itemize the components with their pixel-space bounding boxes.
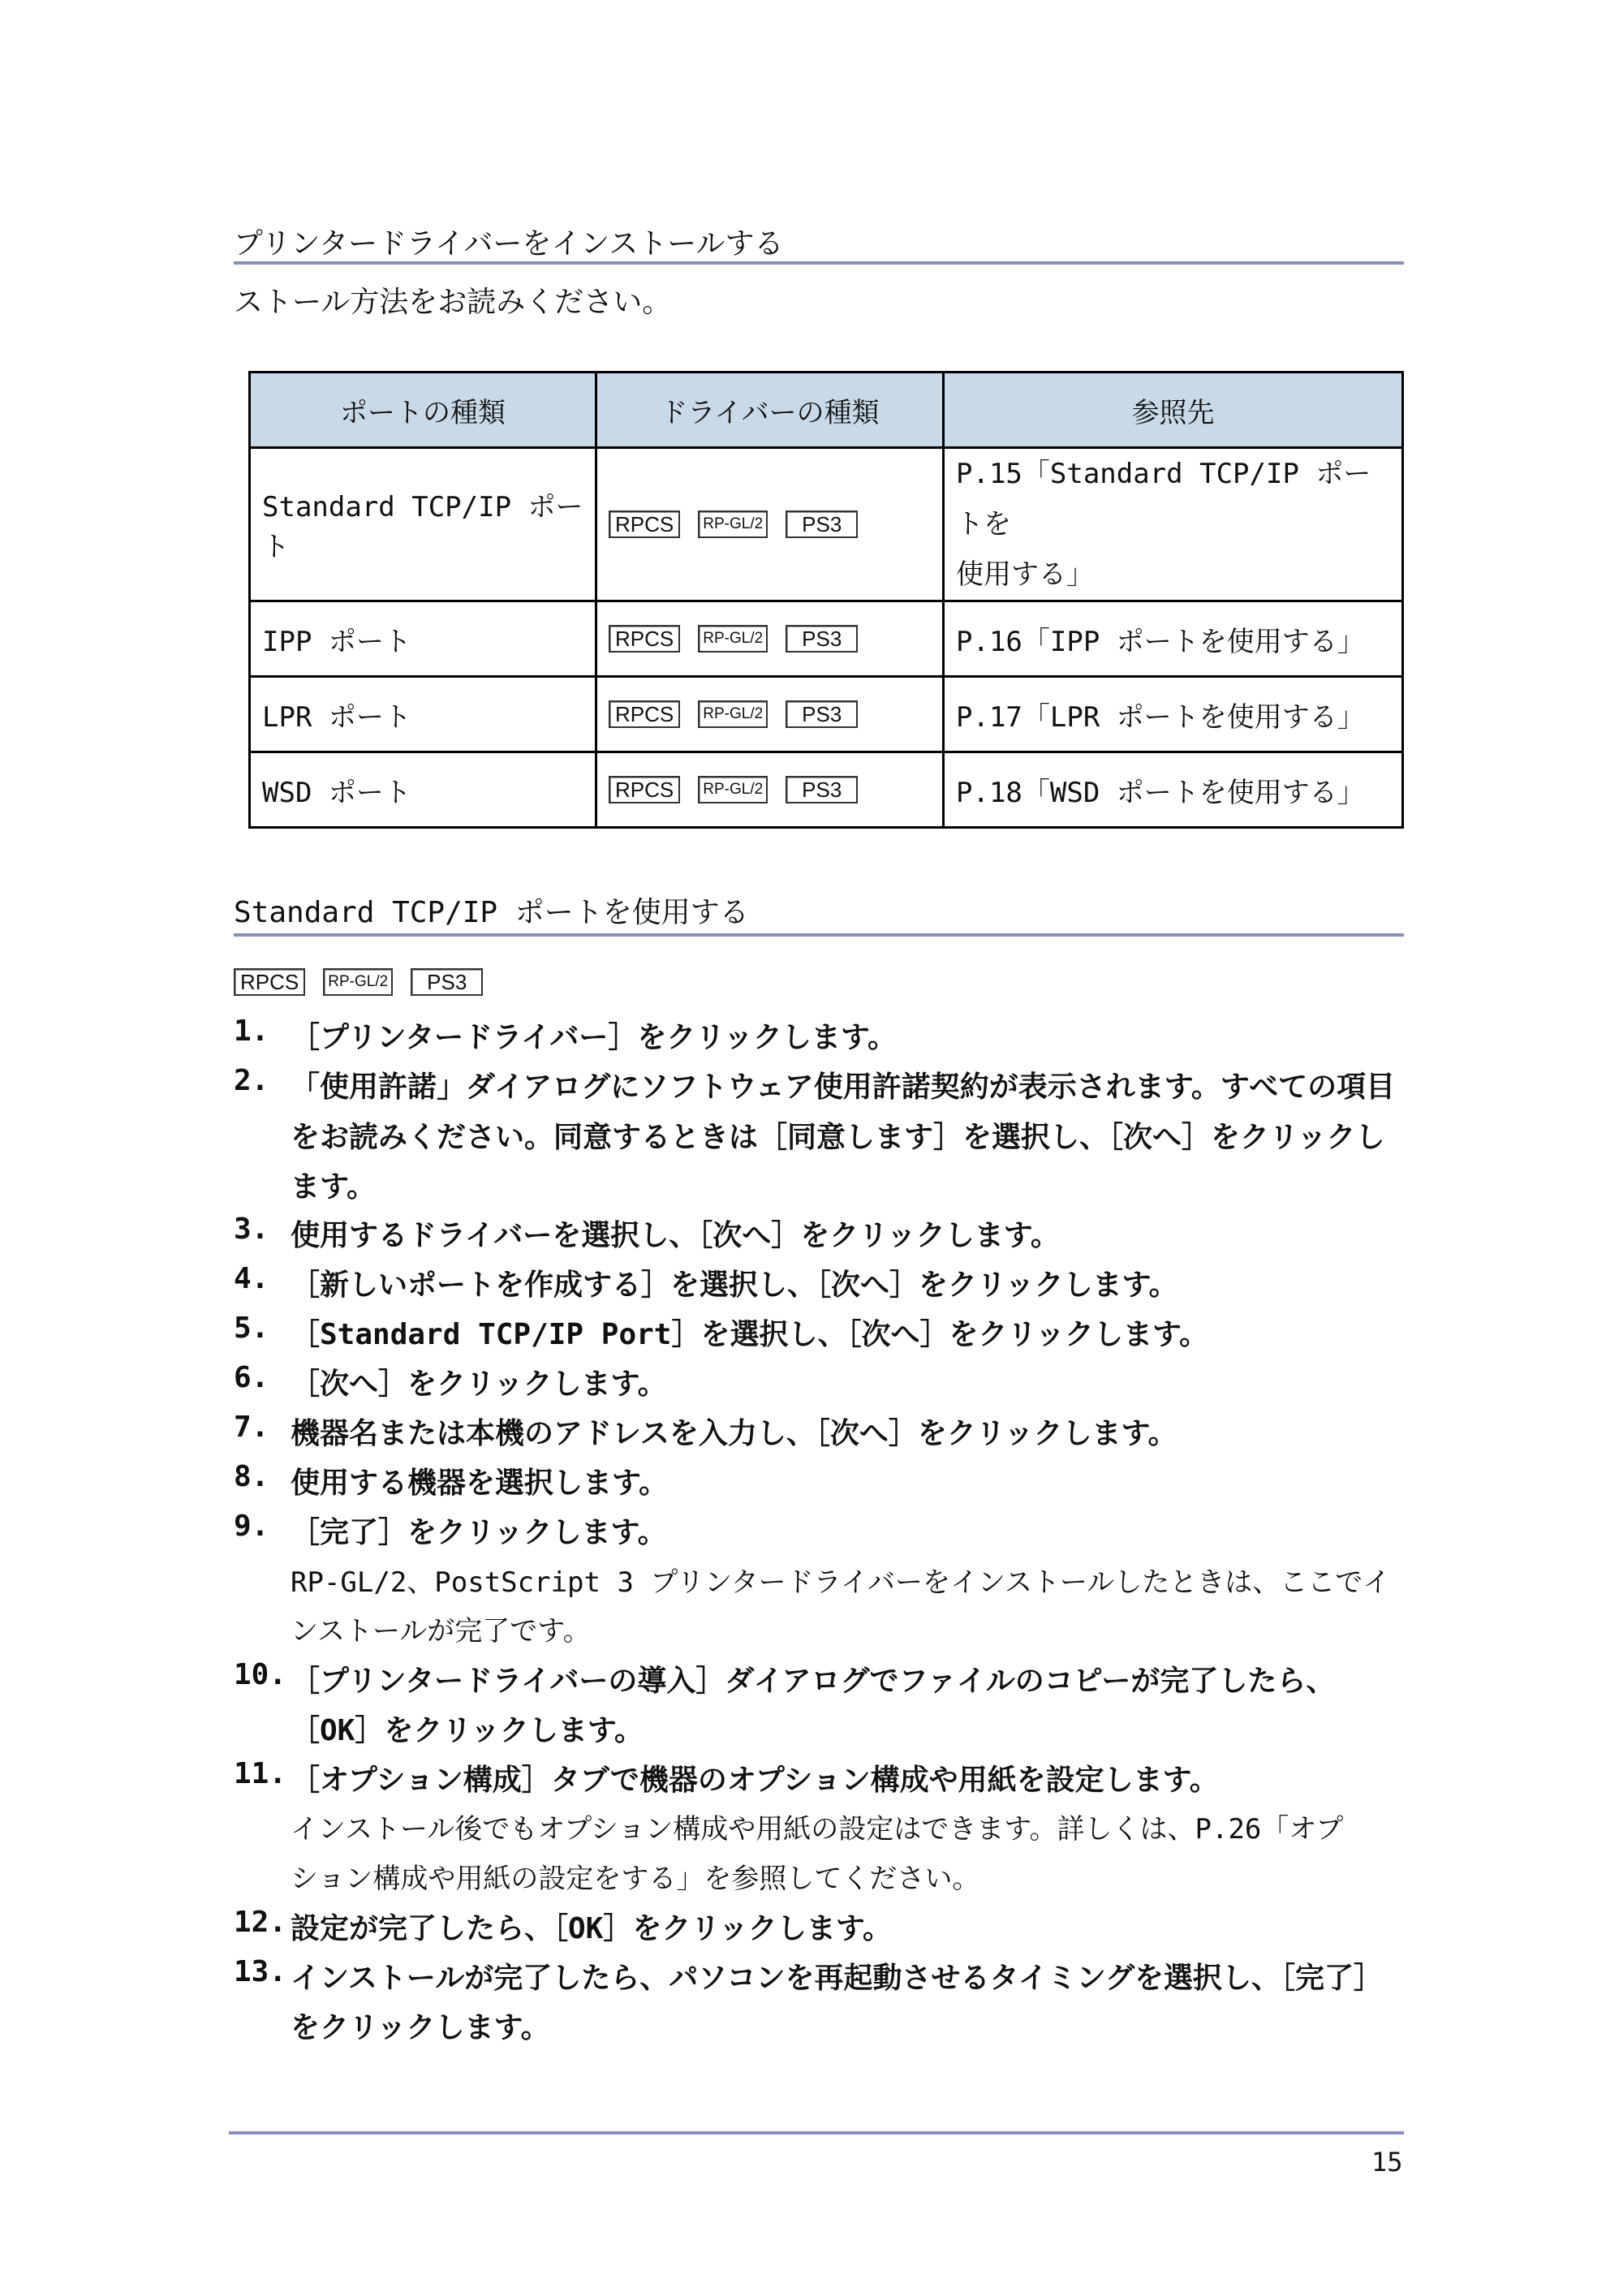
reference-cell: P.16「IPP ポートを使用する」 [944,601,1403,677]
reference-line: P.15「Standard TCP/IP ポートを [956,458,1371,541]
header-driver-type: ドライバーの種類 [596,373,944,448]
port-name-cell: LPR ポート [250,677,596,752]
step-note: インストール後でもオプション構成や用紙の設定はできます。詳しくは、P.26「オプ [291,1813,1344,1846]
step-note: ション構成や用紙の設定をする」を参照してください。 [291,1863,980,1895]
ps3-badge: PS3 [411,968,483,996]
driver-badges-cell [596,601,944,677]
reference-cell: P.18「WSD ポートを使用する」 [944,752,1403,828]
rpgl2-badge: RP-GL/2 [323,968,393,996]
rpcs-badge: RPCS [609,700,680,728]
port-name-cell: IPP ポート [250,601,596,677]
reference-cell [944,448,1403,601]
ps3-badge: PS3 [786,510,858,538]
header-port-type: ポートの種類 [250,373,596,448]
ps3-badge: PS3 [786,776,858,803]
ps3-badge: PS3 [786,625,858,653]
rpcs-badge: RPCS [234,968,305,996]
subsection-heading-rule [234,933,1404,937]
section-heading-rule [234,261,1404,265]
rpgl2-badge: RP-GL/2 [698,510,768,538]
driver-badges [234,968,483,996]
step-continuation: をお読みください。同意するときは［同意します］を選択し、［次へ］をクリックし [291,1121,1385,1154]
table-row [250,601,1403,677]
port-name-cell: Standard TCP/IP ポート [250,448,596,601]
port-name-cell: WSD ポート [250,752,596,828]
step-note: RP-GL/2、PostScript 3 プリンタードライバーをインストールしたときは、ここでイ [291,1566,1391,1599]
rpcs-badge: RPCS [609,510,680,538]
table-row [250,752,1403,828]
step-continuation: をクリックします。 [291,2011,550,2044]
section-heading: プリンタードライバーをインストールする [234,227,784,261]
driver-badges-cell [596,448,944,601]
rpgl2-badge: RP-GL/2 [698,776,768,803]
reference-cell: P.17「LPR ポートを使用する」 [944,677,1403,752]
intro-text: ストール方法をお読みください。 [234,286,672,319]
driver-badges-cell [596,752,944,828]
page-number: 15 [1371,2147,1403,2178]
step-continuation: ［OK］をクリックします。 [291,1714,644,1747]
header-reference: 参照先 [944,373,1403,448]
footer-rule [229,2131,1404,2134]
rpgl2-badge: RP-GL/2 [698,700,768,728]
table-row [250,448,1403,601]
step-continuation: ます。 [291,1170,377,1204]
rpcs-badge: RPCS [609,776,680,803]
ps3-badge: PS3 [786,700,858,728]
reference-line-2: 使用する」 [956,558,1094,591]
rpgl2-badge: RP-GL/2 [698,625,768,653]
port-driver-table [248,371,1404,829]
subsection-heading: Standard TCP/IP ポートを使用する [234,896,749,929]
table-header-row [250,373,1403,448]
step-note: ンストールが完了です。 [291,1615,591,1648]
table-row [250,677,1403,752]
driver-badges-cell [596,677,944,752]
rpcs-badge: RPCS [609,625,680,653]
